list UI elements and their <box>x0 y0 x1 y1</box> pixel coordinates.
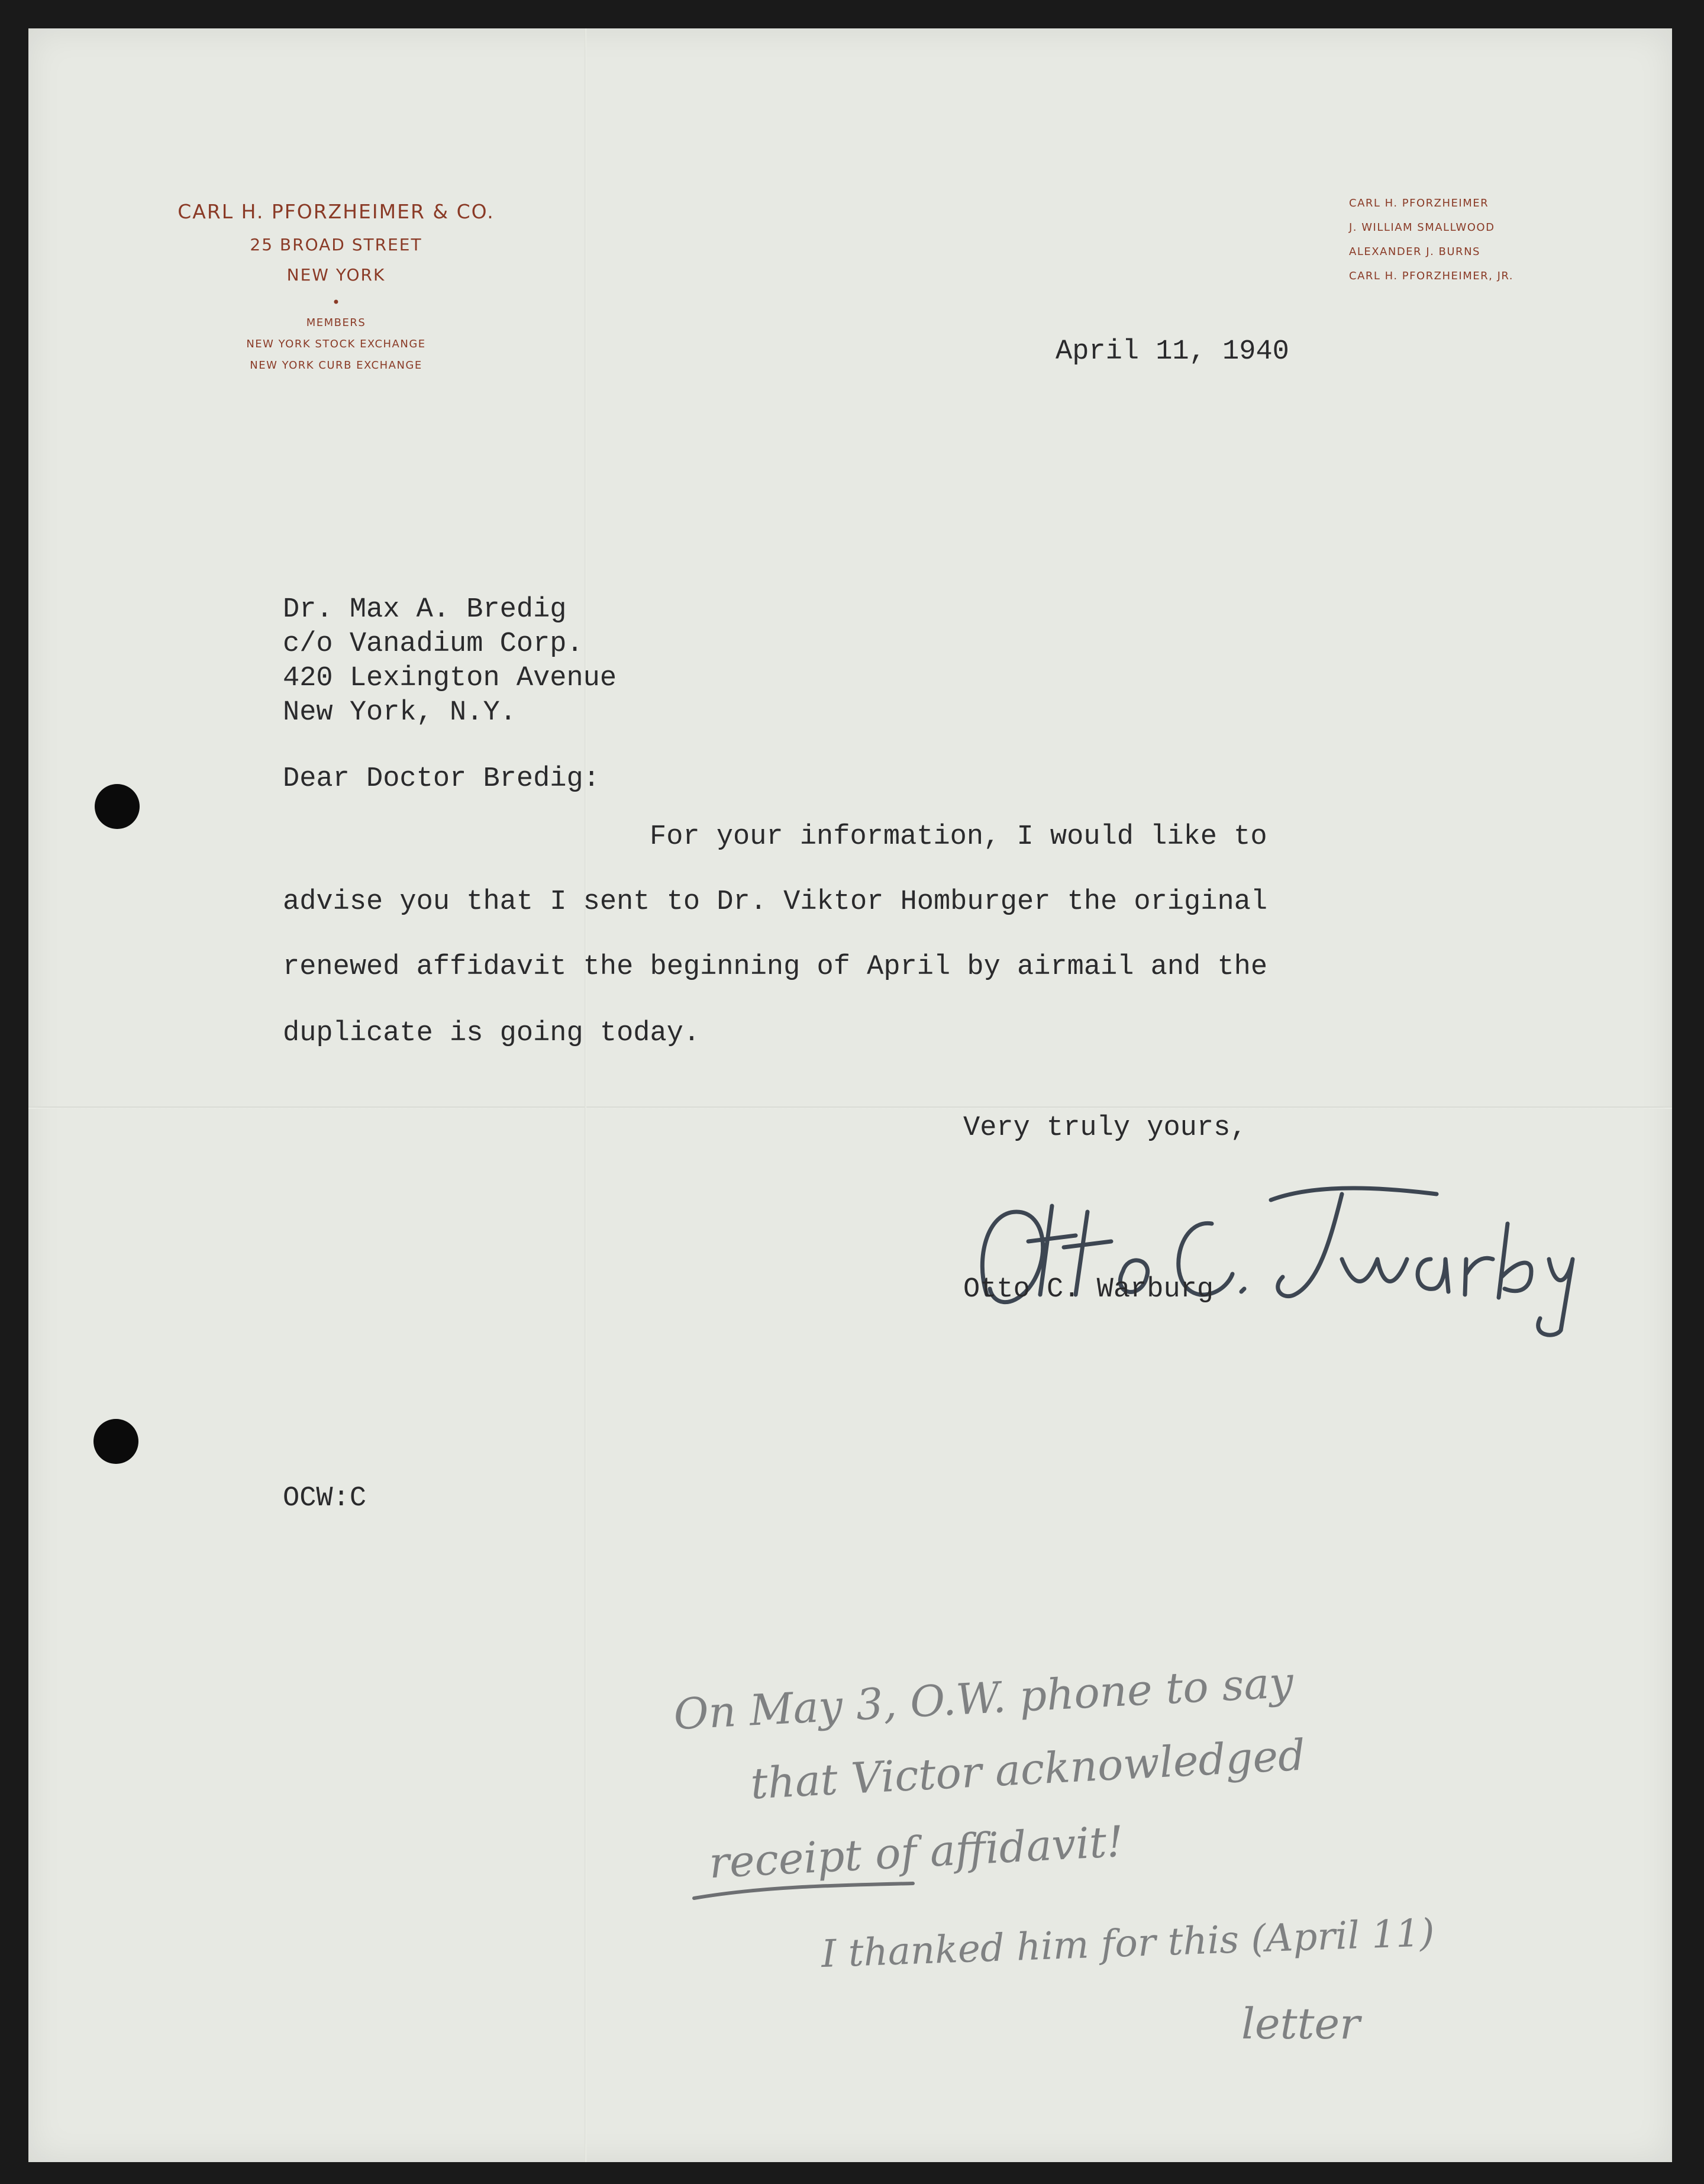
firm-street: 25 BROAD STREET <box>250 235 422 254</box>
partner-name: CARL H. PFORZHEIMER, JR. <box>1349 270 1513 282</box>
salutation: Dear Doctor Bredig: <box>283 763 600 795</box>
bullet-dot-icon: • <box>331 294 341 311</box>
letterhead-firm-block <box>170 200 502 380</box>
underline-receipt <box>691 1880 916 1904</box>
note-line: receipt of affidavit! <box>708 1816 1125 1888</box>
address-line: 420 Lexington Avenue <box>283 663 617 694</box>
firm-city: NEW YORK <box>286 265 386 285</box>
body-line: For your information, I would like to <box>650 821 1267 853</box>
body-line: renewed affidavit the beginning of April by airmail and the <box>283 951 1268 983</box>
note-line: letter <box>1241 1999 1360 2048</box>
fold-line-vertical <box>585 28 586 2162</box>
letterhead-partners <box>1349 197 1513 294</box>
note-line: I thanked him for this (April 11) <box>821 1911 1435 1977</box>
letter-date: April 11, 1940 <box>1056 336 1289 367</box>
signer-name: Otto C. Warburg <box>963 1274 1214 1305</box>
body-line: advise you that I sent to Dr. Viktor Homburger the original <box>283 886 1268 918</box>
exchange-nyse: NEW YORK STOCK EXCHANGE <box>246 338 426 350</box>
note-line: that Victor acknowledged <box>749 1730 1307 1809</box>
body-line: duplicate is going today. <box>283 1018 701 1049</box>
punch-hole-top <box>95 784 140 829</box>
handwritten-signature <box>963 1170 1584 1342</box>
partner-name: CARL H. PFORZHEIMER <box>1349 197 1489 209</box>
firm-name: CARL H. PFORZHEIMER & CO. <box>178 200 495 223</box>
exchange-curb: NEW YORK CURB EXCHANGE <box>250 359 422 372</box>
punch-hole-bottom <box>93 1419 138 1464</box>
partner-name: J. WILLIAM SMALLWOOD <box>1349 221 1495 234</box>
members-label: MEMBERS <box>306 317 366 329</box>
address-line: New York, N.Y. <box>283 697 517 728</box>
closing: Very truly yours, <box>963 1112 1247 1144</box>
letter-page <box>28 28 1672 2162</box>
partner-name: ALEXANDER J. BURNS <box>1349 246 1480 258</box>
note-line: On May 3, O.W. phone to say <box>672 1657 1295 1740</box>
address-line: c/o Vanadium Corp. <box>283 628 583 660</box>
reference-initials: OCW:C <box>283 1483 367 1514</box>
address-line: Dr. Max A. Bredig <box>283 594 567 625</box>
fold-line-horizontal <box>28 1106 1672 1109</box>
